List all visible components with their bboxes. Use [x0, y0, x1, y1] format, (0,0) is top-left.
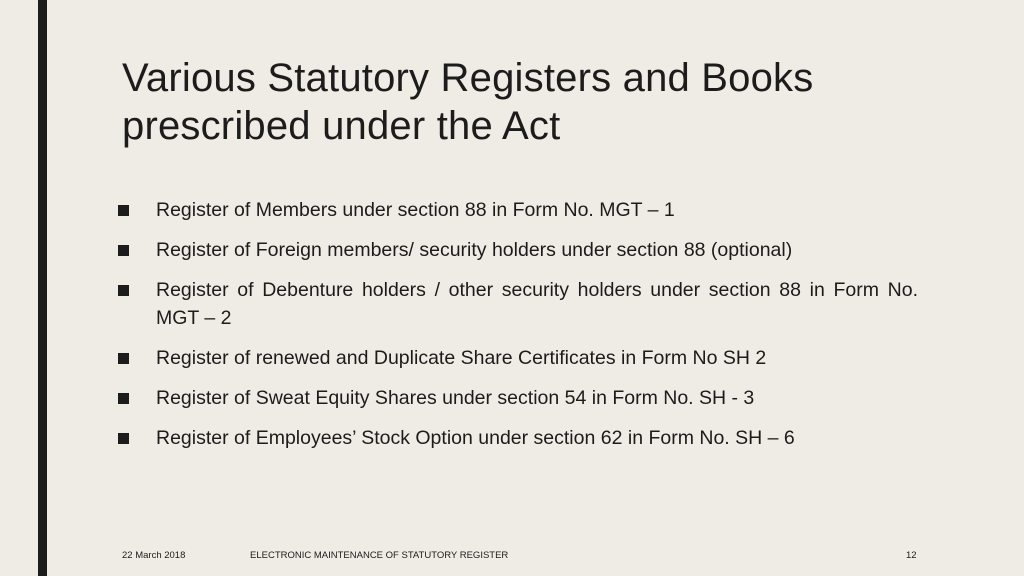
list-item: [118, 344, 918, 372]
list-item-text: Register of Members under section 88 in Form No. MGT – 1: [156, 199, 675, 221]
square-bullet-icon: [118, 393, 129, 404]
list-item: [118, 276, 918, 332]
list-item: [118, 196, 918, 224]
square-bullet-icon: [118, 285, 129, 296]
list-item-text: Register of Employees’ Stock Option under section 62 in Form No. SH – 6: [156, 427, 795, 449]
square-bullet-icon: [118, 353, 129, 364]
list-item-text: Register of renewed and Duplicate Share Certificates in Form No SH 2: [156, 347, 767, 369]
square-bullet-icon: [118, 433, 129, 444]
square-bullet-icon: [118, 205, 129, 216]
accent-bar: [38, 0, 47, 576]
footer-text: ELECTRONIC MAINTENANCE OF STATUTORY REGISTER: [250, 550, 509, 561]
bullet-list: [118, 196, 918, 464]
footer-date: 22 March 2018: [122, 550, 186, 561]
list-item: [118, 236, 918, 264]
slide-number: 12: [906, 550, 917, 561]
list-item-text: Register of Sweat Equity Shares under section 54 in Form No. SH - 3: [156, 387, 755, 409]
list-item-text: Register of Foreign members/ security holders under section 88 (optional): [156, 239, 793, 261]
list-item-text: Register of Debenture holders / other security holders under section 88 in Form No. MGT – 2: [156, 279, 918, 329]
list-item: [118, 384, 918, 412]
slide-title: Various Statutory Registers and Books prescribed under the Act: [122, 56, 814, 148]
list-item: [118, 424, 918, 452]
square-bullet-icon: [118, 245, 129, 256]
